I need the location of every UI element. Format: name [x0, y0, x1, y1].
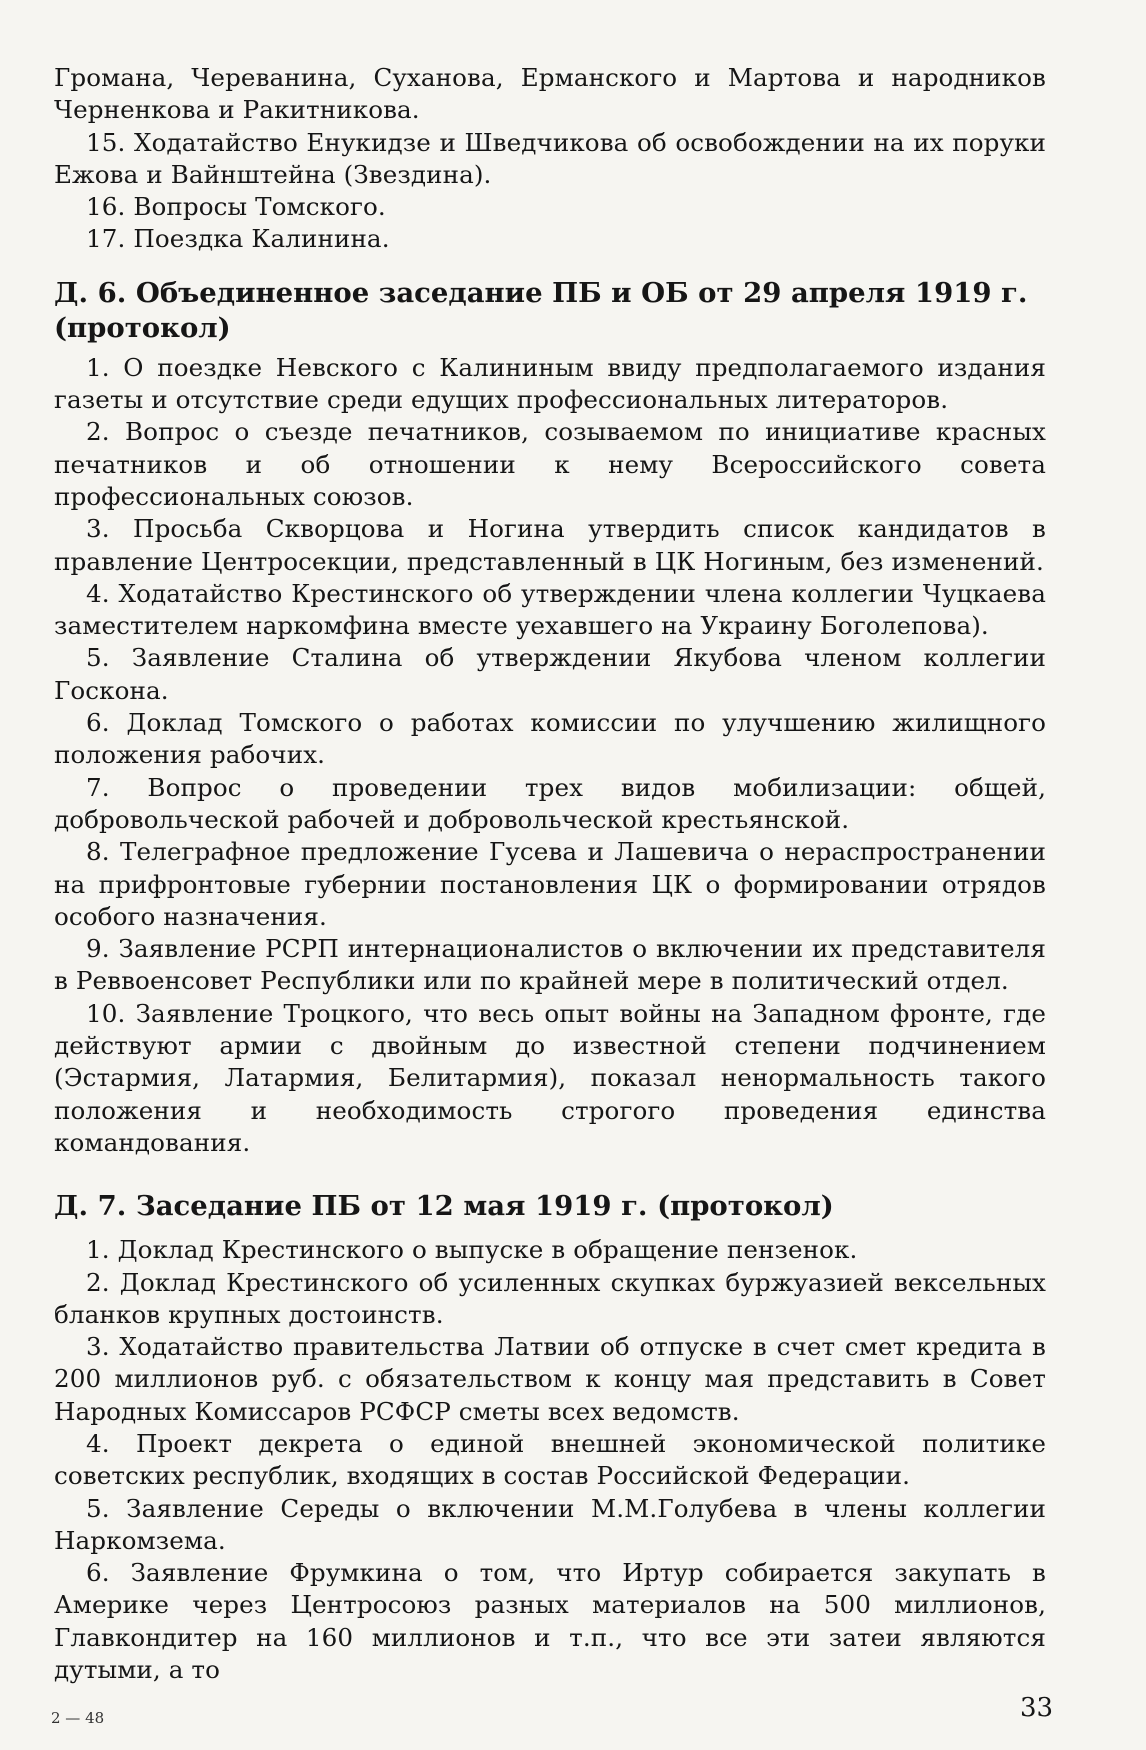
intro-paragraph-1: Громана, Череванина, Суханова, Ерманского и Мартова и народников Черненкова и Ракитникова. — [54, 63, 1046, 125]
intro-item-16: 16. Вопросы Томского. — [86, 192, 386, 222]
text-column — [54, 62, 1046, 1686]
d6-item-3: 3. Просьба Скворцова и Ногина утвердить список кандидатов в правление Центросекции, представленный в ЦК Ногиным, без изменений. — [54, 514, 1046, 576]
intro-item-17: 17. Поездка Калинина. — [86, 224, 390, 254]
printer-signature: 2 — 48 — [51, 1709, 105, 1727]
d6-item-10: 10. Заявление Троцкого, что весь опыт войны на Западном фронте, где действуют армии с двойным до известной степени подчинением (Эстармия, Латармия, Белитармия), показал ненормальность такого положения и необходимость строгого проведения единства командования. — [54, 998, 1046, 1157]
d7-item-6: 6. Заявление Фрумкина о том, что Иртур собирается закупать в Америке через Центросоюз разных материалов на 500 миллионов, Главкондитер на 160 миллионов и т.п., что все эти затеи являются дутыми, а то — [54, 1558, 1046, 1685]
d7-item-5: 5. Заявление Середы о включении М.М.Голубева в члены коллегии Наркомзема. — [54, 1493, 1046, 1555]
d6-item-7: 7. Вопрос о проведении трех видов мобилизации: общей, добровольческой рабочей и добровольческой крестьянской. — [54, 772, 1046, 834]
section-d7-title: Д. 7. Заседание ПБ от 12 мая 1919 г. (протокол) — [54, 1190, 834, 1223]
d7-item-1: 1. Доклад Крестинского о выпуске в обращение пензенок. — [86, 1235, 858, 1265]
d6-item-6: 6. Доклад Томского о работах комиссии по улучшению жилищного положения рабочих. — [54, 708, 1046, 770]
section-d6-title: Д. 6. Объединенное заседание ПБ и ОБ от 29 апреля 1919 г. (протокол) — [54, 276, 1028, 344]
d6-item-9: 9. Заявление РСРП интернационалистов о включении их представителя в Реввоенсовет Республики или по крайней мере в политический отдел. — [54, 934, 1046, 996]
d7-item-4: 4. Проект декрета о единой внешней экономической политике советских республик, входящих в состав Российской Федерации. — [54, 1428, 1046, 1491]
page-number: 33 — [1020, 1693, 1054, 1723]
d6-item-2: 2. Вопрос о съезде печатников, созываемом по инициативе красных печатников и об отношении к нему Всероссийского совета профессиональных союзов. — [54, 417, 1046, 511]
intro-item-15: 15. Ходатайство Енукидзе и Шведчикова об освобождении на их поруки Ежова и Вайнштейна (Звездина). — [54, 127, 1046, 189]
d6-item-1: 1. О поездке Невского с Калининым ввиду предполагаемого издания газеты и отсутствие среди едущих профессиональных литераторов. — [54, 352, 1046, 415]
d7-item-3: 3. Ходатайство правительства Латвии об отпуске в счет смет кредита в 200 миллионов руб. с обязательством к концу мая представить в Совет Народных Комиссаров РСФСР сметы всех ведомств. — [54, 1332, 1046, 1426]
d7-item-2: 2. Доклад Крестинского об усиленных скупках буржуазией вексельных бланков крупных достоинств. — [54, 1267, 1046, 1329]
d6-item-5: 5. Заявление Сталина об утверждении Якубова членом коллегии Госкона. — [54, 643, 1046, 705]
d6-item-4: 4. Ходатайство Крестинского об утверждении члена коллегии Чуцкаева заместителем наркомфина вместе уехавшего на Украину Боголепова). — [54, 578, 1046, 641]
d6-item-8: 8. Телеграфное предложение Гусева и Лашевича о нераспространении на прифронтовые губернии постановления ЦК о формировании отрядов особого назначения. — [54, 837, 1046, 931]
